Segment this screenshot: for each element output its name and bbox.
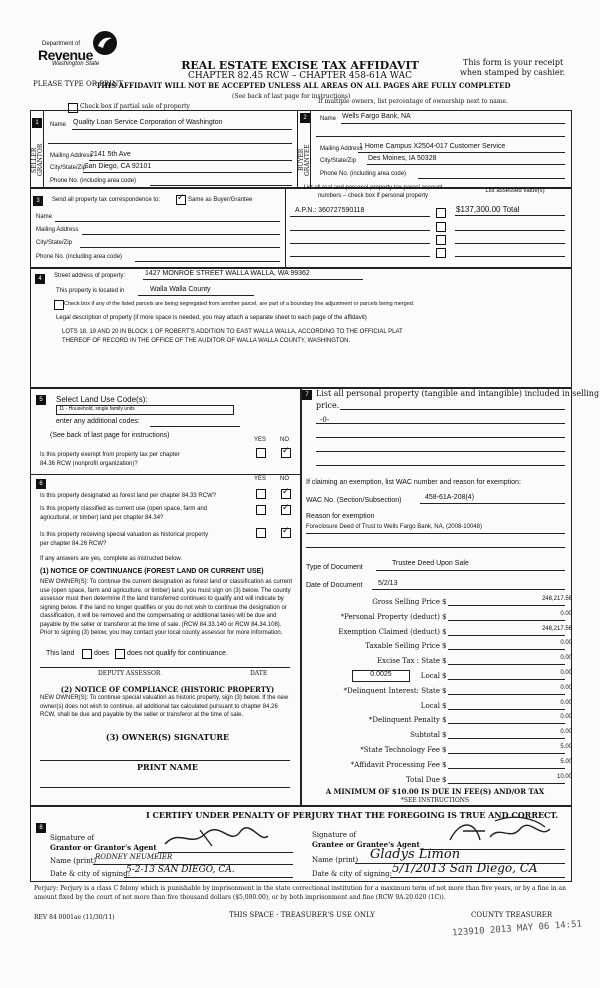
grantor-label: GRANTOR: [37, 143, 44, 177]
fee-row-value[interactable]: 0.00: [560, 714, 572, 720]
fee-row-dollar: $: [442, 761, 447, 769]
correspondence-phone-label: Phone No. (including area code): [36, 254, 123, 260]
fee-row-dollar: $: [442, 776, 447, 784]
grantee-signature-label-1: Signature of: [312, 831, 357, 839]
additional-codes-label: enter any additional codes:: [56, 418, 140, 425]
parcel-number-field[interactable]: A.P.N.: 360727590118: [295, 207, 365, 214]
fee-row-value[interactable]: 0.00: [560, 685, 572, 691]
buyer-name-field[interactable]: Wells Fargo Bank, NA: [342, 113, 411, 120]
grantor-signature-label-1: Signature of: [50, 834, 95, 842]
fee-row-value[interactable]: 5.00: [560, 759, 572, 765]
not-accepted-note: THIS AFFIDAVIT WILL NOT BE ACCEPTED UNLESS ALL AREAS ON ALL PAGES ARE FULLY COMPLETED: [96, 81, 511, 90]
fee-row-label: Excise Tax : State: [377, 657, 440, 665]
dept-name: Revenue: [38, 47, 93, 63]
legal-description-line-2[interactable]: THEREOF OF RECORD IN THE OFFICE OF THE AUDITOR OF WALLA WALLA COUNTY, WASHINGTON.: [62, 338, 351, 344]
fee-row-line: [448, 664, 565, 665]
fee-row-dollar: $: [442, 642, 447, 650]
partial-sale-label: Check box if partial sale of property: [80, 103, 190, 110]
fee-row-value[interactable]: 248,217.56: [541, 596, 572, 602]
section-4-block: [30, 267, 572, 389]
land-use-label: Select Land Use Code(s):: [56, 395, 148, 404]
forest-no-checkbox[interactable]: [281, 489, 291, 499]
fee-row-dollar: $: [442, 672, 447, 680]
fee-row-dollar: $: [442, 687, 447, 695]
exempt-yes-checkbox[interactable]: [256, 448, 266, 458]
correspondence-city-label: City/State/Zip: [36, 240, 73, 246]
grantee-signature-label-2: Grantee or Grantee's Agent: [312, 840, 420, 849]
this-land-label: This land: [46, 650, 75, 657]
please-type: PLEASE TYPE OR PRINT: [33, 80, 123, 88]
seller-label: SELLER: [31, 147, 38, 173]
grantee-date-field[interactable]: 5/1/2013 San Diego, CA: [392, 861, 538, 875]
buyer-city-label: City/State/Zip: [320, 158, 357, 164]
document-date-label: Date of Document: [306, 582, 363, 589]
fee-row-value[interactable]: 0.00: [560, 700, 572, 706]
county-field[interactable]: Walla Walla County: [150, 286, 211, 293]
exempt-question-2: 84.36 RCW (nonprofit organization)?: [40, 461, 138, 467]
form-revision: REV 84 0001ae (11/30/11): [34, 914, 115, 921]
does-not-checkbox[interactable]: [115, 649, 125, 659]
perjury-note: Perjury: Perjury is a class C felony which is punishable by imprisonment in the state correctional institution for a maximum term of not more than five years, or by a fine in an amount fixed by the court of not more than five thousand dollars ($5,000.00), or by both imprisonment and fine (RCW 9A.20.020 (1C)).: [34, 885, 566, 901]
fee-row-line: [448, 635, 565, 636]
current-use-question-1: Is this property classified as current use (open space, farm and: [40, 506, 208, 512]
deputy-date-label: DATE: [250, 670, 268, 677]
grantor-signature-label-2: Grantor or Grantor's Agent: [50, 843, 157, 852]
current-use-no-checkbox[interactable]: [281, 505, 291, 515]
assessed-value-field[interactable]: $137,300.00 Total: [456, 205, 520, 214]
fee-row-line: [448, 783, 565, 784]
cashier-stamp: 123910 2013 MAY 06 14:51: [451, 919, 583, 939]
fee-row-label: *Personal Property (deduct): [340, 613, 440, 621]
fee-row-line: [448, 768, 565, 769]
same-as-buyer-checkbox[interactable]: [176, 195, 186, 205]
section-1-number: 1: [32, 118, 42, 128]
if-yes-instruction: If any answers are yes, complete as instructed below.: [40, 556, 183, 562]
form-chapter: CHAPTER 82.45 RCW – CHAPTER 458-61A WAC: [188, 71, 412, 81]
exempt-no-checkbox[interactable]: [281, 448, 291, 458]
seller-name-label: Name: [50, 122, 67, 128]
notice-compliance-text: NEW OWNER(S): To continue special valuation as historic property, sign (3) below. If the new owner(s) does not wish to continue, all additional tax calculated pursuant to chapter 84.26 RCW, shall be due and payable by the seller or transferor at the time of sale.: [40, 695, 289, 718]
parcel-4-personal-checkbox[interactable]: [436, 248, 446, 258]
correspondence-name-label: Name: [36, 214, 53, 220]
does-checkbox[interactable]: [82, 649, 92, 659]
fee-row-dollar: $: [442, 716, 447, 724]
fee-row-line: [448, 694, 565, 695]
exempt-question-1: Is this property exempt from property tax per chapter: [40, 452, 180, 458]
fee-row-value[interactable]: 10.00: [556, 774, 572, 780]
fee-row-label: *State Technology Fee: [360, 746, 440, 754]
buyer-name-label: Name: [320, 116, 337, 122]
seller-city-label: City/State/Zip: [50, 165, 87, 171]
receipt-note-1: This form is your receipt: [463, 58, 564, 67]
street-address-field[interactable]: 1427 MONROE STREET WALLA WALLA, WA 99362: [145, 270, 310, 277]
grantor-name-field[interactable]: RODNEY NEUMEIER: [95, 853, 173, 861]
buyer-phone-label: Phone No. (including area code): [320, 171, 407, 177]
parcel-list-header-2: numbers – check box if personal property: [317, 193, 429, 199]
seller-city-field[interactable]: San Diego, CA 92101: [84, 163, 152, 170]
fee-row-value[interactable]: 248,217.56: [541, 626, 572, 632]
buyer-label: BUYER: [298, 148, 305, 172]
fee-row-line: [448, 679, 565, 680]
fee-row-dollar: $: [442, 613, 447, 621]
fee-row-label: Exemption Claimed (deduct): [338, 628, 440, 636]
fee-row-line: [448, 753, 565, 754]
section-5-number: 5: [36, 395, 46, 405]
assessed-header: List assessed value(s): [485, 188, 545, 194]
wac-label: WAC No. (Section/Subsection): [306, 497, 402, 504]
seller-phone-label: Phone No. (including area code): [50, 178, 137, 184]
exemption-label: If claiming an exemption, list WAC number and reason for exemption:: [306, 479, 521, 486]
parcel-1-personal-checkbox[interactable]: [436, 208, 446, 218]
dept-state: Washington State: [52, 61, 100, 67]
located-in-label: This property is located in: [56, 288, 125, 294]
grantee-signature[interactable]: [445, 815, 555, 845]
section-4-number: 4: [35, 274, 45, 284]
dept-top: Department of: [42, 41, 81, 47]
section-5-no-header: NO: [280, 437, 289, 443]
fee-row-value[interactable]: 5.00: [560, 744, 572, 750]
seller-mailing-label: Mailing Address: [50, 153, 93, 159]
fee-row-label: Taxable Selling Price: [365, 642, 440, 650]
fee-row-line: [448, 620, 565, 621]
fee-row-label: *Affidavit Processing Fee: [350, 761, 440, 769]
treasurer-use-only: THIS SPACE - TREASURER'S USE ONLY: [229, 911, 375, 919]
grantee-name-label: Name (print): [312, 856, 359, 864]
fee-row-dollar: $: [442, 657, 447, 665]
fee-row-dollar: $: [442, 702, 447, 710]
segregated-checkbox[interactable]: [54, 300, 64, 310]
current-use-question-2: agricultural, or timber) land per chapter 84.34?: [40, 515, 164, 521]
grantor-name-label: Name (print): [50, 857, 97, 865]
grantee-name-field[interactable]: Gladys Limon: [370, 847, 461, 862]
fee-row-value[interactable]: 0.00: [560, 655, 572, 661]
grantee-label: GRANTEE: [304, 144, 311, 176]
fee-row-label: Local: [420, 672, 440, 680]
segregated-label: Check box if any of the listed parcels are being segregated from another parcel, are part of a boundary line adjustment or parcels being merged.: [64, 301, 415, 307]
same-as-buyer-label: Same as Buyer/Grantee: [188, 197, 253, 203]
land-use-value: 11 - Household, single family units: [59, 406, 135, 412]
fee-row-line: [448, 649, 565, 650]
fee-row-label: *Delinquent Interest: State: [343, 687, 440, 695]
fee-row-line: [448, 709, 565, 710]
section-7-number: 7: [302, 390, 312, 400]
form-title: REAL ESTATE EXCISE TAX AFFIDAVIT: [181, 59, 419, 72]
forest-yes-checkbox[interactable]: [256, 489, 266, 499]
local-rate-value: 0.0025: [370, 671, 392, 678]
fee-row-line: [448, 723, 565, 724]
fee-row-value[interactable]: 0.00: [560, 729, 572, 735]
section-6-no-header: NO: [280, 476, 289, 482]
document-date-field[interactable]: 5/2/13: [378, 580, 398, 587]
fee-row-dollar: $: [442, 731, 447, 739]
fee-row-label: *Delinquent Penalty: [368, 716, 440, 724]
deputy-assessor-label: DEPUTY ASSESSOR: [98, 670, 161, 677]
fee-row-line: [448, 605, 565, 606]
fee-row-label: Local: [420, 702, 440, 710]
section-8-number: 8: [36, 823, 46, 833]
local-rate-box[interactable]: [352, 670, 410, 682]
notice-continuance-text: NEW OWNER(S): To continue the current designation as forest land or classification as current use (open space, farm and agriculture, or timber) land, you must sign on (3) below. The county assessor must then determine if the land transferred continues to qualify and will indicate by signing below. If the land no longer qualifies or you do not wish to continue the designation or classification, it will be removed and the compensating or additional taxes will be due and payable by the seller or transferor at the time of sale. (RCW 84.33.140 or RCW 84.34.108). Prior to signing (3) below, you may contact your local county assessor for more information.: [40, 579, 292, 636]
section-6-yes-header: YES: [254, 476, 267, 482]
correspondence-mailing-label: Mailing Address: [36, 227, 79, 233]
buyer-mailing-label: Mailing Address: [320, 146, 363, 152]
parcel-2-personal-checkbox[interactable]: [436, 222, 446, 232]
land-use-select[interactable]: [56, 405, 234, 415]
multiple-owners-note: If multiple owners, list percentage of ownership next to name.: [318, 98, 509, 105]
personal-property-label-2: price.: [316, 401, 340, 410]
revenue-logo: [30, 30, 122, 70]
section-5-see-back: (See back of last page for instructions): [50, 432, 170, 439]
send-correspondence-label: Send all property tax correspondence to:: [52, 197, 161, 203]
print-name-label: PRINT NAME: [137, 762, 198, 772]
grantee-date-label: Date & city of signing:: [312, 870, 393, 878]
revenue-swirl-icon: [92, 30, 118, 56]
historical-question-2: per chapter 84.26 RCW?: [40, 541, 107, 547]
fee-row-value[interactable]: 0.00: [560, 640, 572, 646]
grantor-date-field[interactable]: 5-2-13 SAN DIEGO, CA.: [126, 865, 235, 875]
reason-label: Reason for exemption: [306, 513, 375, 520]
current-use-yes-checkbox[interactable]: [256, 505, 266, 515]
see-back-note: (See back of last page for instructions): [232, 93, 351, 100]
historical-question-1: Is this property receiving special valuation as historical property: [40, 532, 209, 538]
fee-row-value[interactable]: 0.00: [560, 611, 572, 617]
section-2-number: 2: [300, 113, 310, 123]
forest-question: Is this property designated as forest land per chapter 84.33 RCW?: [40, 493, 217, 499]
buyer-city-field[interactable]: Des Moines, IA 50328: [368, 155, 437, 162]
parcel-3-personal-checkbox[interactable]: [436, 235, 446, 245]
reason-field[interactable]: Foreclosure Deed of Trust to Wells Fargo Bank, NA, (2008-10048): [306, 524, 482, 530]
fee-row-dollar: $: [442, 746, 447, 754]
fee-row-dollar: $: [442, 628, 447, 636]
street-address-label: Street address of property:: [54, 273, 126, 279]
fee-row-label: Total Due: [405, 776, 440, 784]
fee-row-value[interactable]: 0.00: [560, 670, 572, 676]
document-type-field[interactable]: Trustee Deed Upon Sale: [392, 560, 469, 567]
personal-property-label-1: List all personal property (tangible and intangible) included in selling: [316, 389, 600, 398]
minimum-note: A MINIMUM OF $10.00 IS DUE IN FEE(S) AND/OR TAX: [325, 787, 545, 796]
does-not-label: does not qualify for continuance.: [127, 650, 228, 657]
document-type-label: Type of Document: [306, 564, 363, 571]
fee-row-dollar: $: [442, 598, 447, 606]
fee-row-label: Gross Selling Price: [372, 598, 440, 606]
does-label: does: [94, 650, 110, 657]
notice-compliance-title: (2) NOTICE OF COMPLIANCE (HISTORIC PROPERTY): [60, 685, 275, 694]
section-3-number: 3: [33, 196, 43, 206]
county-treasurer-label: COUNTY TREASURER: [471, 911, 553, 919]
legal-description-label: Legal description of property (if more space is needed, you may attach a separate sheet to each page of the affidavit): [56, 315, 367, 321]
section-6-number: 6: [36, 479, 46, 489]
fee-row-line: [448, 738, 565, 739]
see-instructions-note: *SEE INSTRUCTIONS: [400, 797, 470, 804]
wac-field[interactable]: 458-61A-208(4): [425, 494, 475, 501]
receipt-note-2: when stamped by cashier.: [460, 68, 566, 77]
parcel-list-header-1: List all real and personal property tax parcel account: [303, 185, 443, 191]
fee-row-label: Subtotal: [409, 731, 440, 739]
section-5-yes-header: YES: [254, 437, 267, 443]
historical-no-checkbox[interactable]: [281, 528, 291, 538]
grantor-date-label: Date & city of signing:: [50, 870, 131, 878]
historical-yes-checkbox[interactable]: [256, 528, 266, 538]
legal-description-line-1[interactable]: LOTS 18, 19 AND 20 IN BLOCK 1 OF ROBERT'S ADDITION TO EAST WALLA WALLA, ACCORDING TO THE OFFICIAL PLAT: [62, 329, 403, 335]
seller-name-field[interactable]: Quality Loan Service Corporation of Washington: [73, 119, 223, 126]
personal-property-value[interactable]: -0-: [320, 416, 330, 424]
seller-mailing-field[interactable]: 2141 5th Ave: [90, 151, 131, 158]
certify-statement: I CERTIFY UNDER PENALTY OF PERJURY THAT THE FOREGOING IS TRUE AND CORRECT.: [146, 810, 559, 820]
grantor-signature[interactable]: [160, 826, 270, 850]
notice-continuance-title: (1) NOTICE OF CONTINUANCE (FOREST LAND OR CURRENT USE): [40, 568, 264, 575]
owner-signature-label: (3) OWNER(S) SIGNATURE: [105, 732, 230, 742]
buyer-mailing-field[interactable]: 1 Home Campus X2504-017 Customer Service: [359, 143, 506, 150]
